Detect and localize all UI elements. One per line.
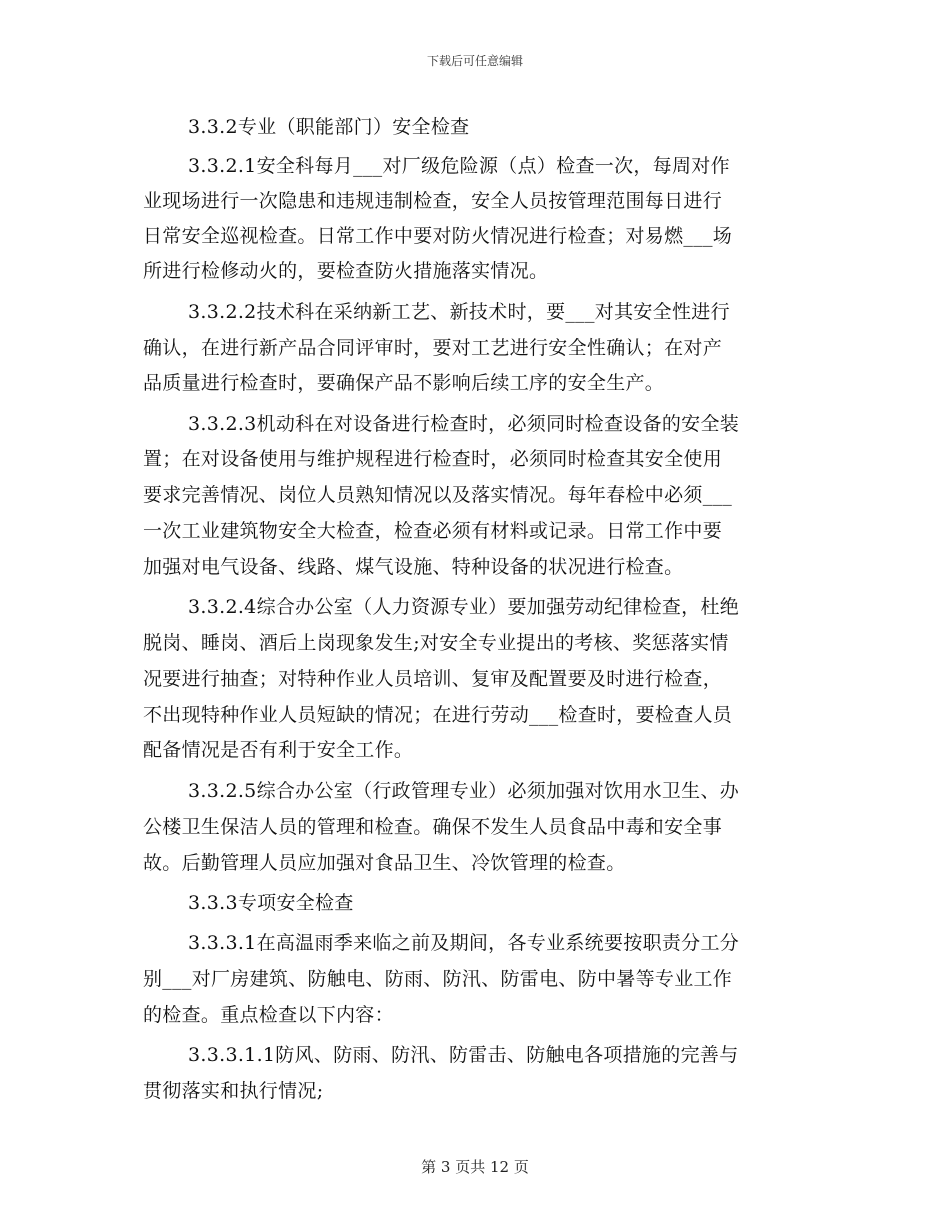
paragraph-line: 所进行检修动火的，要检查防火措施落实情况。: [143, 260, 549, 282]
paragraph-line: 3.3.2.2技术科在采纳新工艺、新技术时，要___对其安全性进行: [188, 301, 730, 323]
paragraph-line: 3.3.2.4综合办公室（人力资源专业）要加强劳动纪律检查，杜绝: [188, 596, 740, 618]
paragraph-line: 3.3.3.1在高温雨季来临之前及期间，各专业系统要按职责分工分: [188, 932, 740, 954]
paragraph-line: 3.3.2.3机动科在对设备进行检查时，必须同时检查设备的安全装: [188, 413, 740, 435]
paragraph-line: 确认，在进行新产品合同评审时，要对工艺进行安全性确认；在对产: [143, 337, 723, 359]
paragraph-line: 3.3.3.1.1防风、防雨、防汛、防雷击、防触电各项措施的完善与: [188, 1044, 739, 1066]
paragraph-line: 别___对厂房建筑、防触电、防雨、防汛、防雷电、防中暑等专业工作: [143, 968, 733, 990]
paragraph-line: 3.3.2.5综合办公室（行政管理专业）必须加强对饮用水卫生、办: [188, 780, 740, 802]
section-heading: 3.3.2专业（职能部门）安全检查: [188, 116, 470, 138]
section-heading: 3.3.3专项安全检查: [188, 892, 354, 914]
paragraph-line: 置；在对设备使用与维护规程进行检查时，必须同时检查其安全使用: [143, 448, 723, 470]
paragraph-line: 日常安全巡视检查。日常工作中要对防火情况进行检查；对易燃___场: [143, 225, 733, 247]
paragraph-line: 配备情况是否有利于安全工作。: [143, 739, 414, 761]
paragraph-line: 业现场进行一次隐患和违规违制检查，安全人员按管理范围每日进行: [143, 190, 723, 212]
page-number-footer: 第 3 页共 12 页: [421, 1158, 529, 1176]
paragraph-line: 的检查。重点检查以下内容：: [143, 1004, 394, 1026]
page-header: 下载后可任意编辑: [426, 54, 523, 68]
paragraph-line: 3.3.2.1安全科每月___对厂级危险源（点）检查一次，每周对作: [188, 155, 730, 177]
paragraph-line: 品质量进行检查时，要确保产品不影响后续工序的安全生产。: [143, 372, 665, 394]
paragraph-line: 要求完善情况、岗位人员熟知情况以及落实情况。每年春检中必须___: [143, 484, 733, 506]
paragraph-line: 脱岗、睡岗、酒后上岗现象发生;对安全专业提出的考核、奖惩落实情: [143, 632, 729, 654]
paragraph-line: 况要进行抽查；对特种作业人员培训、复审及配置要及时进行检查，: [143, 668, 723, 690]
paragraph-line: 贯彻落实和执行情况;: [143, 1080, 324, 1102]
paragraph-line: 公楼卫生保洁人员的管理和检查。确保不发生人员食品中毒和安全事: [143, 816, 723, 838]
paragraph-line: 不出现特种作业人员短缺的情况；在进行劳动___检查时，要检查人员: [143, 704, 733, 726]
paragraph-line: 故。后勤管理人员应加强对食品卫生、冷饮管理的检查。: [143, 852, 626, 874]
paragraph-line: 加强对电气设备、线路、煤气设施、特种设备的状况进行检查。: [143, 556, 684, 578]
paragraph-line: 一次工业建筑物安全大检查，检查必须有材料或记录。日常工作中要: [143, 520, 723, 542]
